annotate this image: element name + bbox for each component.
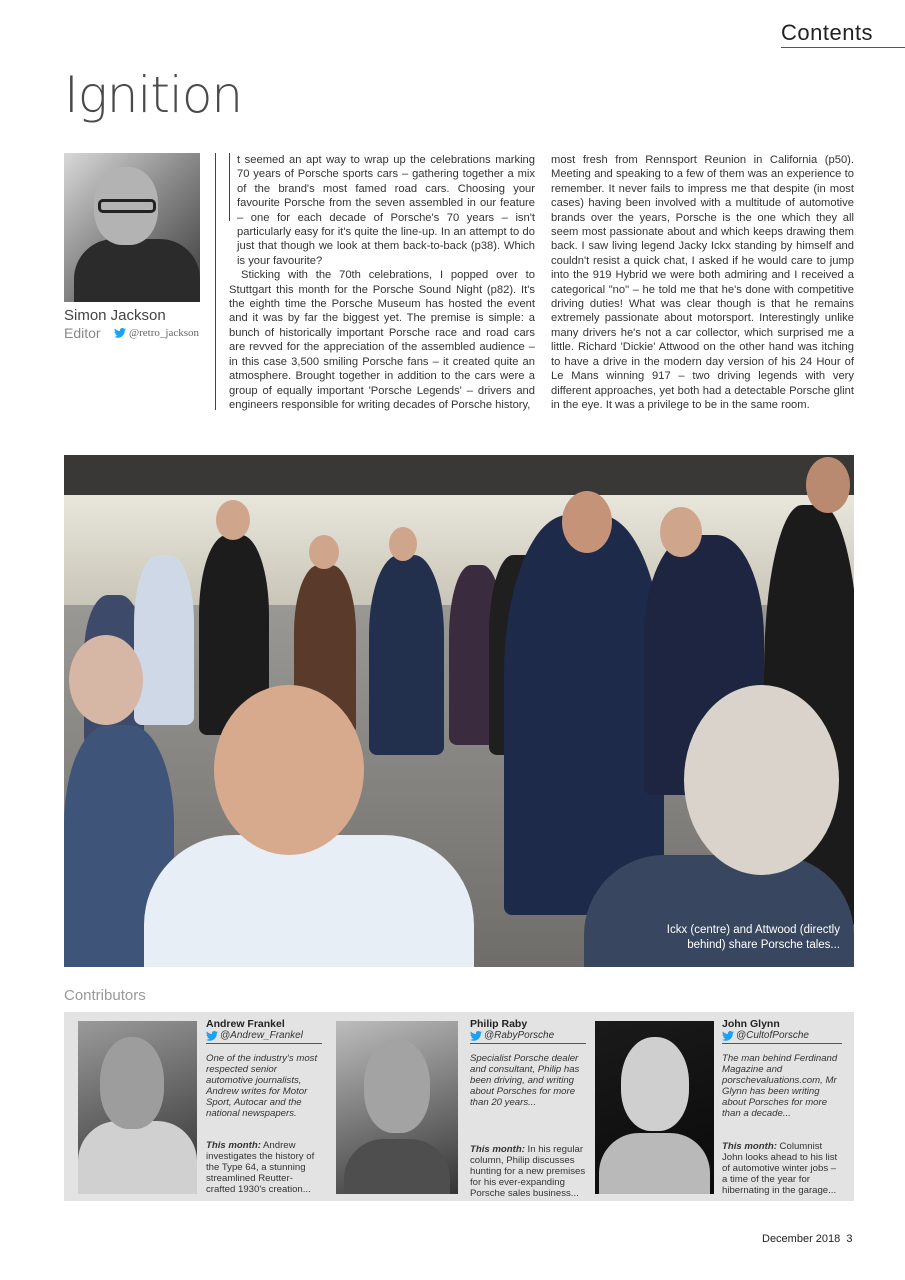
article-column-1	[229, 153, 535, 412]
crowd-figure	[369, 555, 444, 755]
twitter-icon	[206, 1031, 218, 1041]
contributor-head	[364, 1039, 430, 1133]
contributor-handle-text: @Andrew_Frankel	[220, 1030, 303, 1041]
contributor-handle[interactable]	[722, 1030, 842, 1044]
this-month-label: This month:	[470, 1144, 525, 1155]
editor-handle-text: @retro_jackson	[129, 327, 199, 339]
column-rule	[215, 153, 216, 410]
editor-photo	[64, 153, 200, 302]
contributor-bio: The man behind Ferdinand Magazine and porschevaluations.com, Mr Glynn has been writing about Porsches for more than a decade...	[722, 1053, 838, 1119]
article-column-2	[551, 153, 854, 412]
editor-glasses	[98, 199, 156, 213]
section-label: Contents	[781, 20, 874, 45]
contributor-name: John Glynn	[722, 1018, 780, 1030]
this-month-text: Columnist John looks ahead to his list of automotive winter jobs – a time of the year for hibernating in the garage...	[722, 1141, 838, 1196]
twitter-icon	[722, 1031, 734, 1041]
twitter-icon	[114, 328, 126, 338]
section-rule	[781, 47, 905, 48]
photo-caption: Ickx (centre) and Attwood (directly behind) share Porsche tales...	[666, 924, 840, 951]
page-footer	[762, 1233, 853, 1245]
foreground-head	[684, 685, 839, 875]
contributor-handle[interactable]	[470, 1030, 586, 1044]
crowd-head	[309, 535, 339, 569]
contributor-handle-text: @CultofPorsche	[736, 1030, 809, 1041]
contributor-body	[78, 1121, 197, 1194]
this-month-label: This month:	[722, 1141, 777, 1152]
contributor-photo-frankel	[78, 1021, 197, 1194]
crowd-head	[806, 457, 850, 513]
contributor-head	[621, 1037, 689, 1131]
crowd-figure	[134, 555, 194, 725]
foreground-figure	[144, 835, 474, 967]
contributor-this-month	[722, 1141, 842, 1196]
crowd-head	[389, 527, 417, 561]
contributor-name: Philip Raby	[470, 1018, 528, 1030]
issue-date: December 2018	[762, 1233, 841, 1245]
foreground-head	[214, 685, 364, 855]
crowd-head	[660, 507, 702, 557]
crowd-head	[562, 491, 612, 553]
this-month-text: In his regular column, Philip discusses hunting for a new premises for his ever-expanding Porsche sales business...	[470, 1144, 586, 1199]
article-paragraph-2: Sticking with the 70th celebrations, I popped over to Stuttgart this month for the Porsche Sound Night (p82). It's the eighth time the Porsche Museum has hosted the event and it was by far the biggest yet. The premise is simple: a bunch of historically important Porsche race and road cars are revved for the appreciation of the assembled audience – in this case 3,500 smiling Porsche fans – it created quite an atmosphere. Brought together in addition to the cars were a group of equally important 'Porsche Legends' – drivers and engineers responsible for writing decades of Porsche history,	[229, 269, 535, 411]
article-paragraph-3: most fresh from Rennsport Reunion in California (p50). Meeting and speaking to a few of them was an experience to remember. It never fails to impress me that despite (in most cases) having been involved with a multitude of automotive brands over the years, Porsche is the one which they all seem most passionate about and which keeps drawing them back. I saw living legend Jacky Ickx standing by himself and couldn't resist a quick chat, I asked if he would care to jump into the 919 Hybrid we were both admiring and I received a categorical "no" – he told me that he's done with competitive driving duties! What was clear though is that he remains extremely passionate about motorsport. Interestingly unlike many drivers he's not a car collector, which surprised me a little. Richard 'Dickie' Attwood on the other hand was itching to have a drive in the modern day version of his 24 Hour of Le Mans winning 917 – two driving legends with very different approaches, yet both had a detectable Porsche glint in the eye. It was a privilege to be in the same room.	[551, 154, 854, 411]
contributor-this-month	[470, 1144, 586, 1199]
twitter-icon	[470, 1031, 482, 1041]
contributor-info-glynn	[722, 1019, 842, 1197]
contributors-label: Contributors	[64, 987, 146, 1004]
editor-body	[74, 239, 200, 302]
crowd-head	[216, 500, 250, 540]
crowd-figure	[504, 515, 664, 915]
editor-role: Editor	[64, 325, 101, 341]
article-paragraph-1: t seemed an apt way to wrap up the celebrations marking 70 years of Porsche sports cars – gathering together a mix of the brand's most famed road cars. Choosing your favourite Porsche from the seven assembled in our feature – one for each decade of Porsche's 70 years – isn't particularly easy for it's quite the line-up. In an attempt to do just that though we look at them back-to-back (p38). Which is your favourite?	[237, 154, 535, 267]
contributor-info-frankel	[206, 1019, 322, 1197]
contributor-photo-raby	[336, 1021, 458, 1194]
foreground-head	[69, 635, 143, 725]
contributor-bio: One of the industry's most respected senior automotive journalists, Andrew writes for Motor Sport, Autocar and the national newspapers.	[206, 1053, 318, 1119]
contributor-body	[599, 1133, 710, 1194]
contributor-bio: Specialist Porsche dealer and consultant, Philip has been driving, and writing about Porsches for more than 20 years...	[470, 1053, 580, 1108]
contributor-name: Andrew Frankel	[206, 1018, 285, 1030]
page-title: Ignition	[64, 66, 243, 124]
feature-photo	[64, 455, 854, 967]
editor-name: Simon Jackson	[64, 307, 166, 324]
page-number: 3	[846, 1233, 853, 1245]
photo-ceiling	[64, 455, 854, 495]
drop-cap-bar	[229, 153, 230, 221]
editor-handle[interactable]	[114, 327, 199, 339]
contributor-handle-text: @RabyPorsche	[484, 1030, 555, 1041]
this-month-text: Andrew investigates the history of the Type 64, a stunning streamlined Reutter-crafted 1930's creation...	[206, 1140, 315, 1195]
contributor-this-month	[206, 1140, 322, 1195]
this-month-label: This month:	[206, 1140, 261, 1151]
contributor-body	[344, 1139, 450, 1194]
contributor-handle[interactable]	[206, 1030, 322, 1044]
contributor-info-raby	[470, 1019, 586, 1197]
contributor-photo-glynn	[595, 1021, 714, 1194]
contributor-head	[100, 1037, 164, 1129]
